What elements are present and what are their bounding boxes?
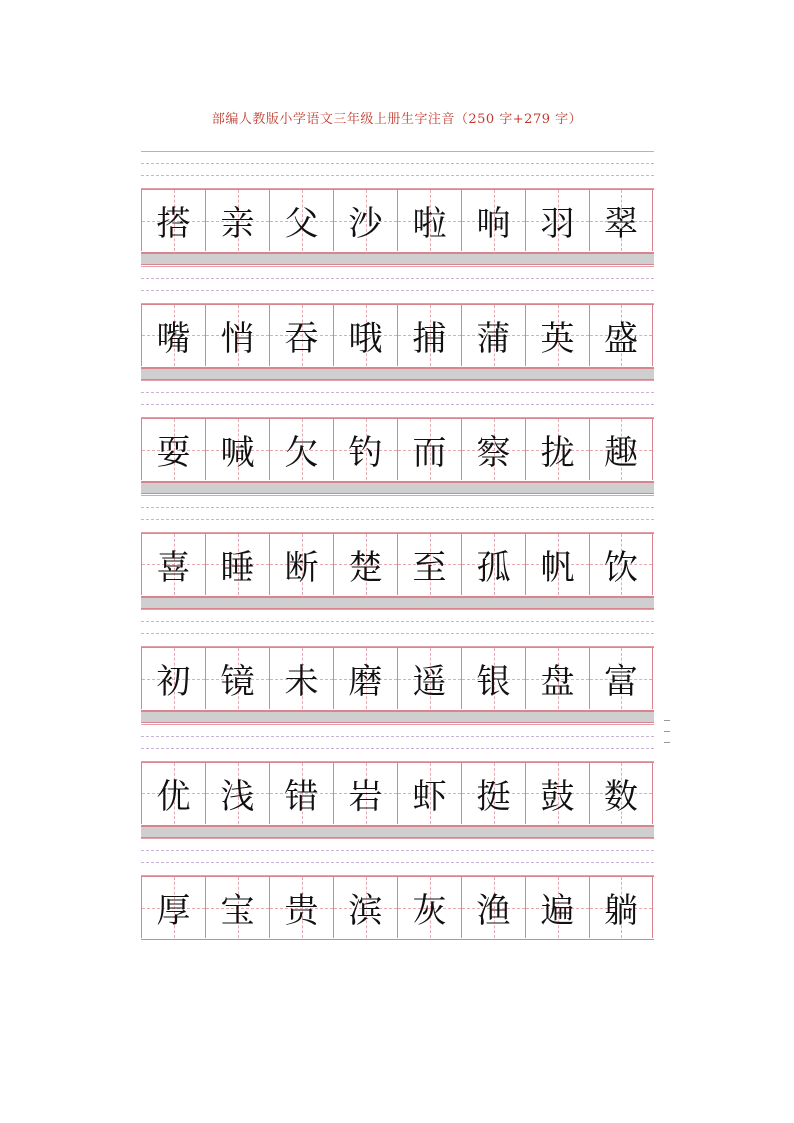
character-cell	[397, 534, 461, 595]
character: 翠	[604, 204, 638, 244]
character-cell	[461, 763, 525, 824]
character: 睡	[220, 547, 255, 588]
character-cell	[269, 419, 333, 480]
practice-row-block	[141, 495, 654, 611]
pinyin-line	[141, 736, 654, 737]
character: 亲	[220, 204, 255, 244]
character-cell	[205, 305, 269, 366]
character-cell	[461, 877, 525, 938]
character: 断	[284, 547, 319, 588]
character: 钓	[348, 433, 383, 473]
pinyin-line	[141, 519, 654, 520]
character: 羽	[540, 204, 575, 244]
character-cell	[461, 648, 525, 709]
margin-mark	[664, 720, 674, 772]
character: 沙	[348, 204, 383, 244]
character-cell	[269, 305, 333, 366]
pinyin-line	[141, 633, 654, 634]
character-cell	[461, 419, 525, 480]
pinyin-lines	[141, 838, 654, 876]
character-cell	[205, 534, 269, 595]
character-cell	[333, 763, 397, 824]
character-cell	[205, 877, 269, 938]
character-cell	[269, 877, 333, 938]
practice-row-block	[141, 609, 654, 725]
character-row	[141, 533, 654, 597]
character: 鼓	[540, 776, 575, 817]
character-cell	[397, 763, 461, 824]
character-cell	[333, 419, 397, 480]
character-cell	[589, 534, 653, 595]
character: 楚	[348, 547, 383, 588]
character-cell	[269, 190, 333, 251]
character-cell	[269, 534, 333, 595]
character-row	[141, 876, 654, 940]
character: 遥	[412, 662, 447, 702]
pinyin-line	[141, 724, 654, 725]
pinyin-line	[141, 495, 654, 496]
character: 蒲	[476, 318, 511, 359]
character: 浅	[220, 776, 255, 817]
character: 英	[540, 318, 575, 359]
pinyin-line	[141, 392, 654, 393]
character: 滨	[348, 891, 383, 931]
character: 躺	[604, 891, 638, 931]
character-cell	[525, 648, 589, 709]
character-cell	[525, 763, 589, 824]
character-cell	[589, 877, 653, 938]
row-separator	[141, 482, 654, 494]
character-cell	[525, 877, 589, 938]
pinyin-line	[141, 838, 654, 839]
pinyin-line	[141, 278, 654, 279]
character: 错	[284, 776, 319, 817]
character: 哦	[348, 318, 383, 359]
character: 嘴	[156, 318, 191, 359]
character-cell	[397, 648, 461, 709]
character: 趣	[604, 433, 638, 473]
character-cell	[333, 648, 397, 709]
pinyin-line	[141, 163, 654, 164]
character: 孤	[476, 547, 511, 588]
character-cell	[141, 305, 205, 366]
character: 厚	[156, 891, 191, 931]
pinyin-line	[141, 380, 654, 381]
character: 捕	[412, 318, 447, 359]
pinyin-line	[141, 621, 654, 622]
character-cell	[461, 190, 525, 251]
character-row	[141, 189, 654, 253]
character-cell	[397, 419, 461, 480]
character: 饮	[604, 547, 638, 588]
character: 贵	[284, 891, 319, 931]
character-cell	[141, 419, 205, 480]
character: 耍	[156, 433, 191, 473]
pinyin-lines	[141, 151, 654, 189]
character-cell	[589, 648, 653, 709]
character-cell	[141, 877, 205, 938]
practice-row-block	[141, 266, 654, 382]
character: 盘	[540, 662, 575, 702]
character-cell	[269, 648, 333, 709]
character: 吞	[284, 318, 319, 359]
character-cell	[461, 305, 525, 366]
practice-row-block	[141, 838, 654, 954]
character: 镜	[220, 662, 255, 702]
pinyin-lines	[141, 495, 654, 533]
character-cell	[397, 305, 461, 366]
character-cell	[525, 419, 589, 480]
character-row	[141, 762, 654, 826]
pinyin-line	[141, 290, 654, 291]
character-cell	[333, 305, 397, 366]
character: 喜	[156, 547, 191, 588]
character: 未	[284, 662, 319, 702]
character: 磨	[348, 662, 383, 702]
pinyin-line	[141, 175, 654, 176]
character: 遍	[540, 891, 575, 931]
character-cell	[141, 534, 205, 595]
page-title: 部编人教版小学语文三年级上册生字注音（250 字+279 字）	[211, 112, 583, 127]
character-cell	[589, 190, 653, 251]
practice-row-block	[141, 151, 654, 267]
character: 渔	[476, 891, 511, 931]
character: 察	[476, 433, 511, 473]
row-separator	[141, 253, 654, 265]
character-grid-sheet	[141, 151, 654, 942]
character: 拢	[540, 433, 575, 473]
character: 帆	[540, 547, 575, 588]
character-row	[141, 304, 654, 368]
pinyin-line	[141, 748, 654, 749]
character: 悄	[220, 318, 255, 359]
character-cell	[141, 648, 205, 709]
character-cell	[269, 763, 333, 824]
character: 虾	[412, 776, 447, 817]
pinyin-line	[141, 862, 654, 863]
character: 喊	[220, 433, 255, 473]
character: 而	[412, 433, 447, 473]
character-cell	[397, 190, 461, 251]
character: 欠	[284, 433, 319, 473]
character: 富	[604, 662, 638, 702]
pinyin-lines	[141, 266, 654, 304]
character: 岩	[348, 776, 383, 817]
character-cell	[141, 190, 205, 251]
character-cell	[205, 190, 269, 251]
pinyin-lines	[141, 380, 654, 418]
character: 优	[156, 776, 191, 817]
character-row	[141, 647, 654, 711]
character-cell	[333, 190, 397, 251]
character: 盛	[604, 318, 638, 359]
row-separator	[141, 711, 654, 723]
character: 初	[156, 662, 191, 702]
pinyin-line	[141, 850, 654, 851]
character: 响	[476, 204, 511, 244]
character: 灰	[412, 891, 447, 931]
character: 数	[604, 776, 638, 817]
character-cell	[333, 877, 397, 938]
row-separator	[141, 826, 654, 838]
character-cell	[525, 305, 589, 366]
character-cell	[141, 763, 205, 824]
pinyin-line	[141, 266, 654, 267]
character-cell	[589, 305, 653, 366]
character: 挺	[476, 776, 511, 817]
character-cell	[205, 419, 269, 480]
character: 父	[284, 204, 319, 244]
character-cell	[525, 190, 589, 251]
pinyin-lines	[141, 724, 654, 762]
character-cell	[397, 877, 461, 938]
practice-row-block	[141, 724, 654, 840]
character: 银	[476, 662, 511, 702]
row-separator	[141, 368, 654, 380]
character-cell	[589, 419, 653, 480]
pinyin-line	[141, 404, 654, 405]
character-cell	[205, 648, 269, 709]
character-cell	[205, 763, 269, 824]
character-cell	[589, 763, 653, 824]
practice-row-block	[141, 380, 654, 496]
pinyin-line	[141, 151, 654, 152]
character: 至	[412, 547, 447, 588]
pinyin-line	[141, 507, 654, 508]
character: 啦	[412, 204, 447, 244]
character-row	[141, 418, 654, 482]
pinyin-line	[141, 609, 654, 610]
character-cell	[333, 534, 397, 595]
character-cell	[461, 534, 525, 595]
character: 搭	[156, 204, 191, 244]
row-separator	[141, 597, 654, 609]
pinyin-lines	[141, 609, 654, 647]
character: 宝	[220, 891, 255, 931]
character-cell	[525, 534, 589, 595]
